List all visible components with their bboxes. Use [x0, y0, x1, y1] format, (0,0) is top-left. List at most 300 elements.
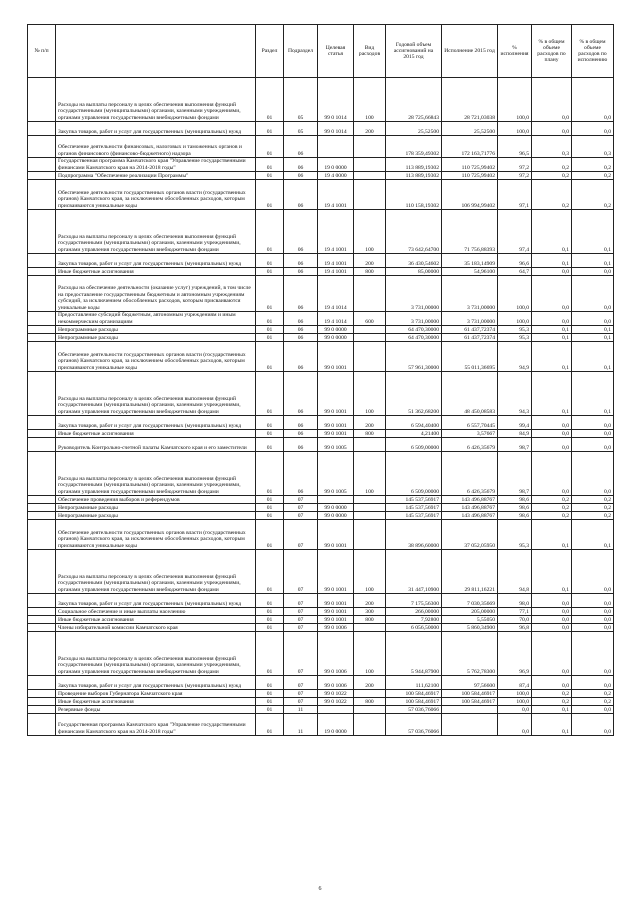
- row-plan-cell: 7,92800: [386, 616, 442, 624]
- row-percent-cell: 0,0: [498, 706, 532, 714]
- row-actual-cell: 110 725,99402: [442, 158, 498, 172]
- table-row: [28, 608, 614, 616]
- row-section-cell: 01: [256, 616, 284, 624]
- row-percent-cell: 98,6: [498, 496, 532, 504]
- row-actual-cell: [442, 706, 498, 714]
- row-article-cell: 99 0 1001: [318, 616, 354, 624]
- row-share-exec-cell: 0,1: [572, 342, 614, 372]
- row-section-cell: 01: [256, 158, 284, 172]
- row-actual-cell: 48 450,08583: [442, 372, 498, 416]
- table-row: [28, 632, 614, 676]
- row-subsection-cell: 06: [284, 210, 318, 254]
- table-row: [28, 268, 614, 276]
- table-row: [28, 416, 614, 430]
- row-name-cell: Предоставление субсидий бюджетным, автономным учреждениям и иным некоммерческим организациям: [56, 312, 256, 326]
- header-article: Целевая статья: [318, 25, 354, 78]
- row-name-cell: Государственная программа Камчатского края "Управление государственными финансами Камчатского края на 2014-2018 годы": [56, 714, 256, 736]
- row-name-cell: Закупка товаров, работ и услуг для государственных (муниципальных) нужд: [56, 122, 256, 136]
- row-share-total-cell: 0,1: [532, 342, 572, 372]
- row-num-cell: [28, 594, 56, 608]
- row-article-cell: 99 0 1006: [318, 676, 354, 690]
- header-section: Раздел: [256, 25, 284, 78]
- table-row: [28, 136, 614, 158]
- row-section-cell: 01: [256, 706, 284, 714]
- row-subsection-cell: 05: [284, 122, 318, 136]
- row-section-cell: 01: [256, 136, 284, 158]
- row-num-cell: [28, 452, 56, 496]
- row-share-exec-cell: 0,1: [572, 326, 614, 334]
- row-share-exec-cell: 0,1: [572, 372, 614, 416]
- table-row: [28, 512, 614, 520]
- row-name-cell: Обеспечение проведения выборов и референдумов: [56, 496, 256, 504]
- row-name-cell: Государственная программа Камчатского края "Управление государственными финансами Камчатского края на 2014-2018 годы": [56, 158, 256, 172]
- row-subsection-cell: 06: [284, 430, 318, 438]
- row-section-cell: 01: [256, 416, 284, 430]
- row-percent-cell: 100,0: [498, 276, 532, 312]
- row-share-exec-cell: 0,0: [572, 550, 614, 594]
- row-actual-cell: 28 721,03038: [442, 78, 498, 122]
- row-share-total-cell: 0,2: [532, 512, 572, 520]
- row-share-exec-cell: 0,0: [572, 452, 614, 496]
- row-share-total-cell: 0,0: [532, 608, 572, 616]
- row-share-total-cell: 0,0: [532, 78, 572, 122]
- row-subsection-cell: 07: [284, 496, 318, 504]
- row-percent-cell: 97,1: [498, 180, 532, 210]
- row-share-exec-cell: 0,2: [572, 504, 614, 512]
- row-name-cell: Иные бюджетные ассигнования: [56, 616, 256, 624]
- table-row: [28, 78, 614, 122]
- row-exp-type-cell: 200: [354, 254, 386, 268]
- row-name-cell: Резервные фонды: [56, 706, 256, 714]
- row-plan-cell: 145 537,56917: [386, 512, 442, 520]
- row-share-exec-cell: 0,2: [572, 690, 614, 698]
- row-article-cell: 19 4 1001: [318, 268, 354, 276]
- row-section-cell: 01: [256, 312, 284, 326]
- row-article-cell: [318, 136, 354, 158]
- table-row: [28, 180, 614, 210]
- row-num-cell: [28, 210, 56, 254]
- row-exp-type-cell: [354, 706, 386, 714]
- row-section-cell: 01: [256, 276, 284, 312]
- row-share-exec-cell: 0,0: [572, 616, 614, 624]
- row-exp-type-cell: 100: [354, 632, 386, 676]
- row-subsection-cell: 07: [284, 512, 318, 520]
- row-share-exec-cell: 0,0: [572, 78, 614, 122]
- row-num-cell: [28, 268, 56, 276]
- row-name-cell: Обеспечение деятельности государственных органов власти (государственных органов) Камчатского края, за исключением обособленных расходов, которым присваиваются уникальные коды: [56, 180, 256, 210]
- row-article-cell: 19 0 0000: [318, 158, 354, 172]
- row-section-cell: 01: [256, 520, 284, 550]
- header-actual: Исполнение 2015 год: [442, 25, 498, 78]
- row-num-cell: [28, 624, 56, 632]
- row-plan-cell: 6 056,50000: [386, 624, 442, 632]
- row-plan-cell: 113 889,19302: [386, 158, 442, 172]
- row-name-cell: Руководитель Контрольно-счетной палаты Камчатского края и его заместители: [56, 438, 256, 452]
- row-article-cell: 99 0 1022: [318, 698, 354, 706]
- row-num-cell: [28, 632, 56, 676]
- row-share-total-cell: 0,1: [532, 254, 572, 268]
- row-article-cell: 99 0 1006: [318, 632, 354, 676]
- row-name-cell: Расходы на выплаты персоналу в целях обеспечения выполнения функций государственными (муниципальными) органами, казенными учреждениями, органами управления государственными внебюджетными фондами: [56, 78, 256, 122]
- budget-table: [27, 24, 614, 736]
- row-share-exec-cell: 0,0: [572, 268, 614, 276]
- table-row: [28, 594, 614, 608]
- row-exp-type-cell: 200: [354, 122, 386, 136]
- row-exp-type-cell: 200: [354, 676, 386, 690]
- row-plan-cell: 57 036,76066: [386, 706, 442, 714]
- header-num: № п/п: [28, 25, 56, 78]
- row-share-exec-cell: 0,0: [572, 594, 614, 608]
- row-section-cell: 01: [256, 122, 284, 136]
- row-share-exec-cell: 0,3: [572, 136, 614, 158]
- row-name-cell: Закупка товаров, работ и услуг для государственных (муниципальных) нужд: [56, 254, 256, 268]
- row-actual-cell: [442, 714, 498, 736]
- row-subsection-cell: 06: [284, 438, 318, 452]
- row-percent-cell: 98,7: [498, 438, 532, 452]
- row-percent-cell: 98,0: [498, 594, 532, 608]
- row-plan-cell: 28 725,66843: [386, 78, 442, 122]
- row-subsection-cell: 07: [284, 676, 318, 690]
- row-section-cell: 01: [256, 438, 284, 452]
- row-share-total-cell: 0,2: [532, 180, 572, 210]
- row-name-cell: Социальное обеспечение и иные выплаты населению: [56, 608, 256, 616]
- row-name-cell: Расходы на выплаты персоналу в целях обеспечения выполнения функций государственными (муниципальными) органами, казенными учреждениями, органами управления государственными внебюджетными фондами: [56, 550, 256, 594]
- table-row: [28, 254, 614, 268]
- row-share-exec-cell: 0,0: [572, 430, 614, 438]
- row-share-total-cell: 0,0: [532, 416, 572, 430]
- row-exp-type-cell: 200: [354, 416, 386, 430]
- table-header-row: [28, 25, 614, 78]
- header-name: [56, 25, 256, 78]
- row-actual-cell: 97,56600: [442, 676, 498, 690]
- row-share-total-cell: 0,2: [532, 690, 572, 698]
- row-share-exec-cell: 0,0: [572, 276, 614, 312]
- row-share-exec-cell: 0,2: [572, 496, 614, 504]
- row-plan-cell: 111,62100: [386, 676, 442, 690]
- row-actual-cell: 143 496,88767: [442, 496, 498, 504]
- row-name-cell: Закупка товаров, работ и услуг для государственных (муниципальных) нужд: [56, 594, 256, 608]
- row-subsection-cell: 06: [284, 276, 318, 312]
- row-actual-cell: 55 011,36695: [442, 342, 498, 372]
- row-share-total-cell: 0,1: [532, 520, 572, 550]
- row-name-cell: Расходы на выплаты персоналу в целях обеспечения выполнения функций государственными (муниципальными) органами, казенными учреждениями, органами управления государственными внебюджетными фондами: [56, 632, 256, 676]
- row-actual-cell: 3 731,00000: [442, 276, 498, 312]
- row-percent-cell: 100,0: [498, 312, 532, 326]
- row-plan-cell: 31 447,10900: [386, 550, 442, 594]
- row-actual-cell: 29 811,16221: [442, 550, 498, 594]
- row-share-exec-cell: 0,1: [572, 210, 614, 254]
- table-row: [28, 706, 614, 714]
- row-subsection-cell: 06: [284, 158, 318, 172]
- row-share-total-cell: 0,0: [532, 430, 572, 438]
- row-percent-cell: 70,0: [498, 616, 532, 624]
- row-share-total-cell: 0,0: [532, 616, 572, 624]
- row-exp-type-cell: [354, 690, 386, 698]
- row-actual-cell: 35 183,14909: [442, 254, 498, 268]
- header-percent: % исполнения: [498, 25, 532, 78]
- row-plan-cell: 57 961,30000: [386, 342, 442, 372]
- row-subsection-cell: 07: [284, 520, 318, 550]
- row-plan-cell: 64 470,30000: [386, 326, 442, 334]
- row-plan-cell: 110 158,19302: [386, 180, 442, 210]
- row-section-cell: 01: [256, 452, 284, 496]
- row-actual-cell: 5 762,78300: [442, 632, 498, 676]
- row-actual-cell: 61 437,72374: [442, 334, 498, 342]
- row-actual-cell: 6 557,70445: [442, 416, 498, 430]
- row-name-cell: Обеспечение деятельности государственных органов власти (государственных органов) Камчатского края, за исключением обособленных расходов, которым присваиваются уникальные коды: [56, 520, 256, 550]
- row-actual-cell: 54,96100: [442, 268, 498, 276]
- row-plan-cell: 113 889,19302: [386, 172, 442, 180]
- row-share-total-cell: 0,0: [532, 268, 572, 276]
- row-section-cell: 01: [256, 594, 284, 608]
- row-plan-cell: 6 509,00000: [386, 438, 442, 452]
- row-num-cell: [28, 334, 56, 342]
- row-exp-type-cell: [354, 136, 386, 158]
- row-num-cell: [28, 698, 56, 706]
- row-percent-cell: 96,6: [498, 254, 532, 268]
- row-plan-cell: 4,21400: [386, 430, 442, 438]
- row-share-total-cell: 0,0: [532, 594, 572, 608]
- row-article-cell: 99 0 1001: [318, 342, 354, 372]
- row-num-cell: [28, 520, 56, 550]
- row-num-cell: [28, 78, 56, 122]
- row-share-total-cell: 0,0: [532, 122, 572, 136]
- row-section-cell: 01: [256, 180, 284, 210]
- row-num-cell: [28, 326, 56, 334]
- row-share-exec-cell: 0,0: [572, 632, 614, 676]
- table-row: [28, 504, 614, 512]
- row-section-cell: 01: [256, 342, 284, 372]
- row-article-cell: 19 4 1001: [318, 180, 354, 210]
- row-article-cell: 99 0 1006: [318, 624, 354, 632]
- row-name-cell: Непрограммные расходы: [56, 504, 256, 512]
- row-subsection-cell: 07: [284, 698, 318, 706]
- row-subsection-cell: 07: [284, 624, 318, 632]
- row-section-cell: 01: [256, 78, 284, 122]
- row-share-total-cell: 0,0: [532, 676, 572, 690]
- row-share-total-cell: 0,2: [532, 504, 572, 512]
- row-subsection-cell: 07: [284, 632, 318, 676]
- row-share-total-cell: 0,2: [532, 158, 572, 172]
- row-percent-cell: 100,0: [498, 690, 532, 698]
- row-percent-cell: 96,8: [498, 624, 532, 632]
- row-name-cell: Расходы на выплаты персоналу в целях обеспечения выполнения функций государственными (муниципальными) органами, казенными учреждениями, органами управления государственными внебюджетными фондами: [56, 210, 256, 254]
- row-share-exec-cell: 0,1: [572, 520, 614, 550]
- table-row: [28, 690, 614, 698]
- row-section-cell: 01: [256, 608, 284, 616]
- row-subsection-cell: 06: [284, 372, 318, 416]
- row-name-cell: Закупка товаров, работ и услуг для государственных (муниципальных) нужд: [56, 676, 256, 690]
- row-article-cell: 99 0 1014: [318, 78, 354, 122]
- row-percent-cell: 94,9: [498, 342, 532, 372]
- row-subsection-cell: 07: [284, 594, 318, 608]
- row-actual-cell: 110 725,99402: [442, 172, 498, 180]
- row-subsection-cell: 07: [284, 504, 318, 512]
- row-actual-cell: 143 496,88767: [442, 504, 498, 512]
- row-percent-cell: 97,4: [498, 210, 532, 254]
- row-share-exec-cell: 0,1: [572, 334, 614, 342]
- row-exp-type-cell: [354, 342, 386, 372]
- row-percent-cell: 95,3: [498, 334, 532, 342]
- row-share-exec-cell: 0,0: [572, 122, 614, 136]
- row-plan-cell: 100 584,46917: [386, 690, 442, 698]
- row-name-cell: Непрограммные расходы: [56, 334, 256, 342]
- row-article-cell: 99 0 1001: [318, 550, 354, 594]
- row-exp-type-cell: 100: [354, 452, 386, 496]
- table-row: [28, 372, 614, 416]
- row-section-cell: 01: [256, 512, 284, 520]
- row-plan-cell: 36 430,54602: [386, 254, 442, 268]
- row-subsection-cell: 06: [284, 334, 318, 342]
- row-section-cell: 01: [256, 326, 284, 334]
- row-num-cell: [28, 438, 56, 452]
- row-share-total-cell: 0,1: [532, 706, 572, 714]
- row-actual-cell: 5,55050: [442, 616, 498, 624]
- row-name-cell: Расходы на выплаты персоналу в целях обеспечения выполнения функций государственными (муниципальными) органами, казенными учреждениями, органами управления государственными внебюджетными фондами: [56, 452, 256, 496]
- row-num-cell: [28, 690, 56, 698]
- row-actual-cell: 61 437,72374: [442, 326, 498, 334]
- row-name-cell: Непрограммные расходы: [56, 326, 256, 334]
- row-plan-cell: 64 470,30000: [386, 334, 442, 342]
- row-share-total-cell: 0,0: [532, 276, 572, 312]
- row-article-cell: [318, 496, 354, 504]
- row-section-cell: 01: [256, 550, 284, 594]
- row-share-total-cell: 0,1: [532, 714, 572, 736]
- header-subsection: Подраздел: [284, 25, 318, 78]
- row-num-cell: [28, 180, 56, 210]
- row-share-exec-cell: 0,2: [572, 172, 614, 180]
- row-share-total-cell: 0,0: [532, 624, 572, 632]
- row-section-cell: 01: [256, 496, 284, 504]
- row-article-cell: 99 0 1005: [318, 452, 354, 496]
- row-exp-type-cell: [354, 512, 386, 520]
- row-article-cell: 19 4 1001: [318, 210, 354, 254]
- row-share-total-cell: 0,2: [532, 698, 572, 706]
- row-article-cell: 99 0 1014: [318, 122, 354, 136]
- row-exp-type-cell: [354, 624, 386, 632]
- row-subsection-cell: 06: [284, 312, 318, 326]
- row-actual-cell: 3 731,00000: [442, 312, 498, 326]
- row-exp-type-cell: [354, 276, 386, 312]
- row-name-cell: Иные бюджетные ассигнования: [56, 268, 256, 276]
- row-share-total-cell: 0,1: [532, 334, 572, 342]
- row-share-total-cell: 0,2: [532, 496, 572, 504]
- row-exp-type-cell: 800: [354, 616, 386, 624]
- row-exp-type-cell: 300: [354, 608, 386, 616]
- row-plan-cell: 266,00000: [386, 608, 442, 616]
- table-row: [28, 122, 614, 136]
- row-article-cell: 19 4 1014: [318, 312, 354, 326]
- row-share-exec-cell: 0,2: [572, 158, 614, 172]
- row-share-exec-cell: 0,0: [572, 706, 614, 714]
- table-row: [28, 676, 614, 690]
- row-num-cell: [28, 416, 56, 430]
- row-actual-cell: 100 584,46917: [442, 698, 498, 706]
- row-actual-cell: 25,52500: [442, 122, 498, 136]
- row-num-cell: [28, 254, 56, 268]
- row-actual-cell: 172 163,71776: [442, 136, 498, 158]
- row-share-total-cell: 0,1: [532, 372, 572, 416]
- row-percent-cell: 98,6: [498, 512, 532, 520]
- row-percent-cell: 100,0: [498, 122, 532, 136]
- row-exp-type-cell: 800: [354, 268, 386, 276]
- row-percent-cell: 0,0: [498, 714, 532, 736]
- row-subsection-cell: 06: [284, 136, 318, 158]
- row-share-exec-cell: 0,0: [572, 676, 614, 690]
- row-section-cell: 01: [256, 504, 284, 512]
- row-percent-cell: 94,8: [498, 550, 532, 594]
- row-section-cell: 01: [256, 254, 284, 268]
- row-share-total-cell: 0,0: [532, 452, 572, 496]
- row-percent-cell: 97,2: [498, 172, 532, 180]
- row-exp-type-cell: 100: [354, 550, 386, 594]
- table-row: [28, 334, 614, 342]
- row-section-cell: 01: [256, 334, 284, 342]
- row-exp-type-cell: [354, 334, 386, 342]
- row-percent-cell: 98,7: [498, 452, 532, 496]
- table-row: [28, 520, 614, 550]
- row-share-exec-cell: 0,0: [572, 714, 614, 736]
- row-exp-type-cell: 800: [354, 430, 386, 438]
- row-article-cell: 99 0 1001: [318, 430, 354, 438]
- row-percent-cell: 94,3: [498, 372, 532, 416]
- row-exp-type-cell: 200: [354, 594, 386, 608]
- row-num-cell: [28, 136, 56, 158]
- table-row: [28, 438, 614, 452]
- row-plan-cell: 57 036,76066: [386, 714, 442, 736]
- row-plan-cell: 145 537,56917: [386, 496, 442, 504]
- row-subsection-cell: 07: [284, 550, 318, 594]
- row-exp-type-cell: [354, 180, 386, 210]
- row-plan-cell: 178 359,49302: [386, 136, 442, 158]
- row-actual-cell: 71 756,88393: [442, 210, 498, 254]
- row-subsection-cell: 07: [284, 608, 318, 616]
- row-num-cell: [28, 342, 56, 372]
- row-actual-cell: 37 052,05950: [442, 520, 498, 550]
- row-share-total-cell: 0,2: [532, 172, 572, 180]
- header-exp-type: Вид расходов: [354, 25, 386, 78]
- row-article-cell: 99 0 1005: [318, 438, 354, 452]
- row-actual-cell: 7 030,35669: [442, 594, 498, 608]
- row-num-cell: [28, 512, 56, 520]
- row-plan-cell: 5 944,87900: [386, 632, 442, 676]
- row-num-cell: [28, 504, 56, 512]
- table-row: [28, 312, 614, 326]
- row-plan-cell: 3 731,00000: [386, 312, 442, 326]
- row-section-cell: 01: [256, 172, 284, 180]
- row-name-cell: Обеспечение деятельности государственных органов власти (государственных органов) Камчатского края, за исключением обособленных расходов, которым присваиваются уникальные коды: [56, 342, 256, 372]
- row-exp-type-cell: [354, 326, 386, 334]
- row-article-cell: 99 0 1001: [318, 372, 354, 416]
- table-row: [28, 452, 614, 496]
- row-plan-cell: 73 642,64700: [386, 210, 442, 254]
- row-subsection-cell: 11: [284, 714, 318, 736]
- row-section-cell: 01: [256, 698, 284, 706]
- row-actual-cell: 6 426,35679: [442, 438, 498, 452]
- row-plan-cell: 6 594,40400: [386, 416, 442, 430]
- row-article-cell: 99 0 0000: [318, 512, 354, 520]
- row-share-exec-cell: 0,0: [572, 438, 614, 452]
- row-num-cell: [28, 158, 56, 172]
- row-exp-type-cell: [354, 504, 386, 512]
- table-body: [28, 78, 614, 736]
- row-percent-cell: 64,7: [498, 268, 532, 276]
- row-exp-type-cell: 600: [354, 312, 386, 326]
- row-actual-cell: 6 426,35679: [442, 452, 498, 496]
- row-subsection-cell: 06: [284, 180, 318, 210]
- row-share-exec-cell: 0,2: [572, 180, 614, 210]
- row-exp-type-cell: [354, 714, 386, 736]
